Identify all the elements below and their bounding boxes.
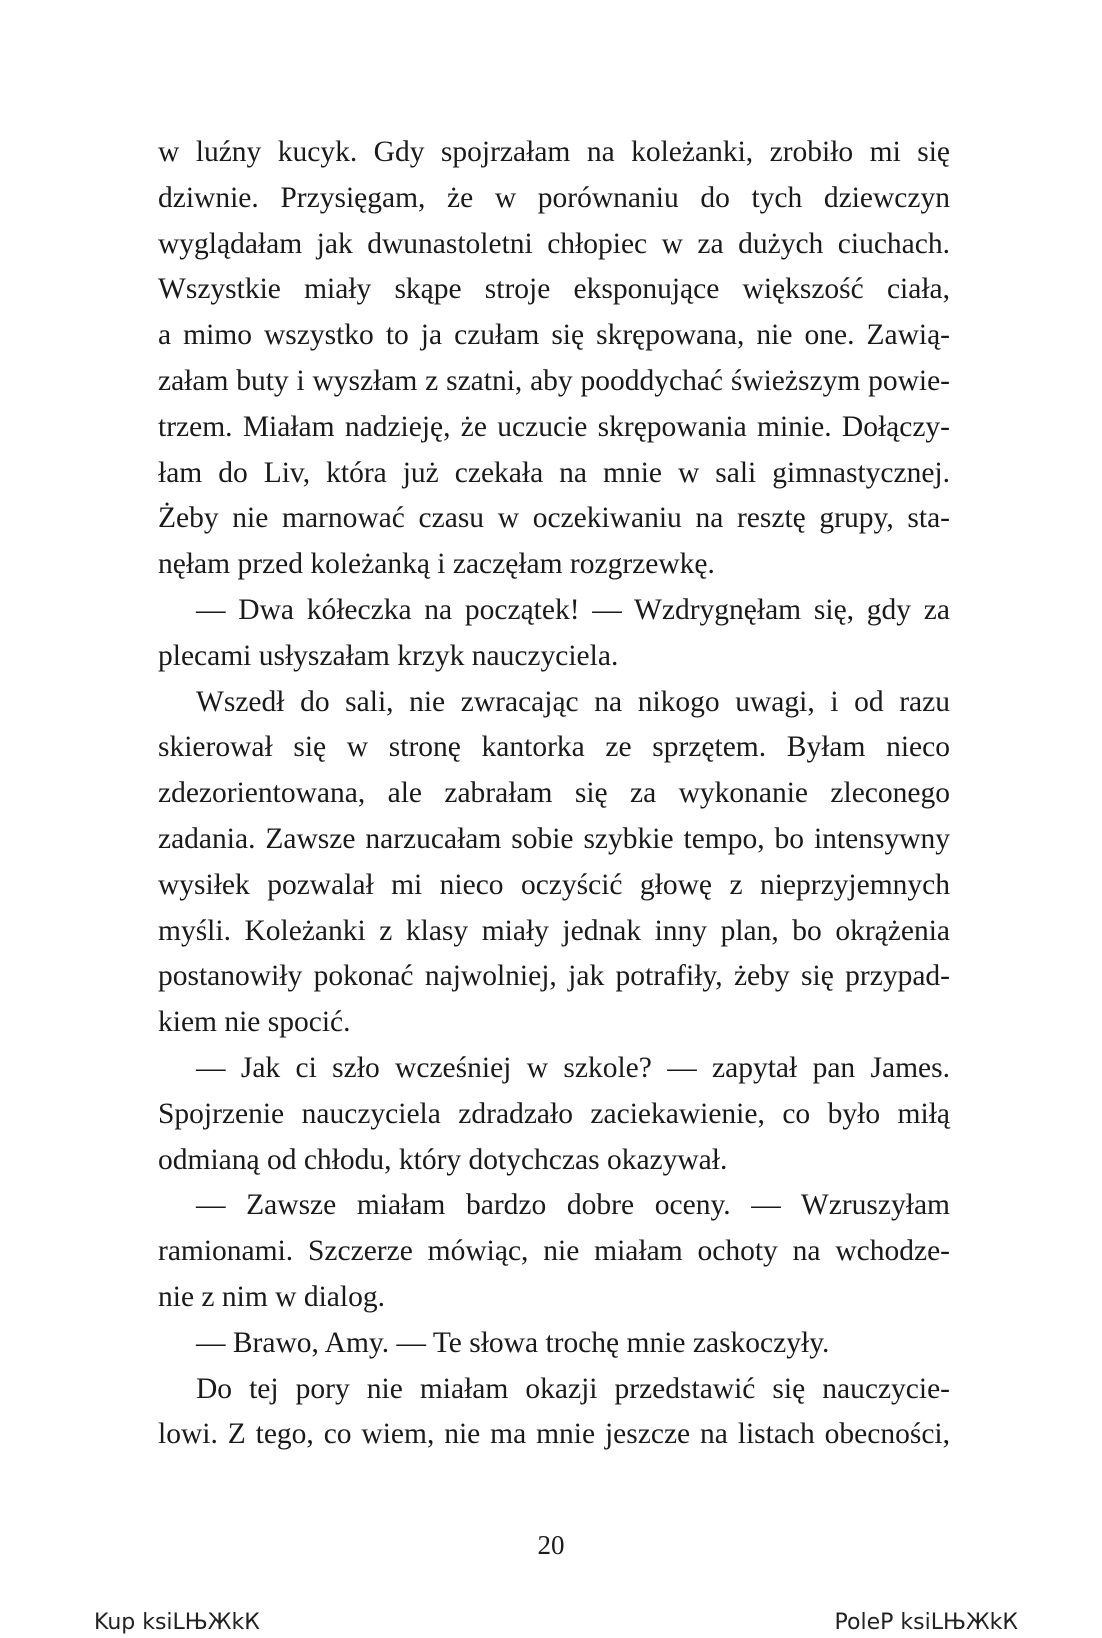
text-line: Wszystkie miały skąpe stroje eksponujące większość ciała, xyxy=(158,273,950,306)
text-line: odmianą od chłodu, który dotychczas okazywał. xyxy=(158,1143,728,1176)
text-line: załam buty i wyszłam z szatni, aby pooddychać świeższym powie- xyxy=(158,364,950,397)
text-line: dziwnie. Przysięgam, że w porównaniu do tych dziewczyn xyxy=(158,181,950,214)
text-line: Wszedł do sali, nie zwracając na nikogo uwagi, i od razu xyxy=(196,685,950,718)
text-line: nęłam przed koleżanką i zaczęłam rozgrzewkę. xyxy=(158,548,715,581)
text-line: wysiłek pozwalał mi nieco oczyścić głowę z nieprzyjemnych xyxy=(158,868,950,901)
text-line: plecami usłyszałam krzyk nauczyciela. xyxy=(158,639,619,672)
text-line: trzem. Miałam nadzieję, że uczucie skrępowania minie. Dołączy- xyxy=(158,410,950,443)
recommend-book-link[interactable]: PoleP ksiLЊЖkК xyxy=(834,1610,1018,1635)
text-line: lowi. Z tego, co wiem, nie ma mnie jeszcze na listach obecności, xyxy=(158,1418,950,1451)
text-line: zadania. Zawsze narzucałam sobie szybkie tempo, bo intensywny xyxy=(158,822,950,855)
text-line: — Jak ci szło wcześniej w szkole? — zapytał pan James. xyxy=(196,1051,950,1084)
text-line: myśli. Koleżanki z klasy miały jednak inny plan, bo okrążenia xyxy=(158,914,950,947)
text-line: Spojrzenie nauczyciela zdradzało zaciekawienie, co było miłą xyxy=(158,1097,950,1130)
page-number: 20 xyxy=(537,1530,565,1560)
body-text xyxy=(158,130,950,1458)
text-line: zdezorientowana, ale zabrałam się za wykonanie zleconego xyxy=(158,777,950,810)
text-line: postanowiły pokonać najwolniej, jak potrafiły, żeby się przypad- xyxy=(158,960,950,993)
text-line: kiem nie spocić. xyxy=(158,1006,351,1039)
text-line: łam do Liv, która już czekała na mnie w sali gimnastycznej. xyxy=(158,456,950,489)
text-line: skierował się w stronę kantorka ze sprzętem. Byłam nieco xyxy=(158,731,950,764)
text-line: Do tej pory nie miałam okazji przedstawić się nauczycie- xyxy=(196,1372,950,1405)
buy-book-link[interactable]: Kup ksiLЊЖkК xyxy=(94,1610,260,1635)
text-line: nie z nim w dialog. xyxy=(158,1280,385,1313)
text-line: Żeby nie marnować czasu w oczekiwaniu na resztę grupy, sta- xyxy=(158,502,950,535)
text-line: wyglądałam jak dwunastoletni chłopiec w za dużych ciuchach. xyxy=(158,227,950,260)
text-line: — Brawo, Amy. — Te słowa trochę mnie zaskoczyły. xyxy=(196,1326,830,1359)
text-line: a mimo wszystko to ja czułam się skrępowana, nie one. Zawią- xyxy=(158,319,950,352)
text-line: ramionami. Szczerze mówiąc, nie miałam ochoty na wchodze- xyxy=(158,1235,950,1268)
text-line: w luźny kucyk. Gdy spojrzałam na koleżanki, zrobiło mi się xyxy=(158,136,950,168)
text-line: — Dwa kółeczka na początek! — Wzdrygnęłam się, gdy za xyxy=(196,593,950,626)
text-line: — Zawsze miałam bardzo dobre oceny. — Wzruszyłam xyxy=(196,1189,950,1222)
